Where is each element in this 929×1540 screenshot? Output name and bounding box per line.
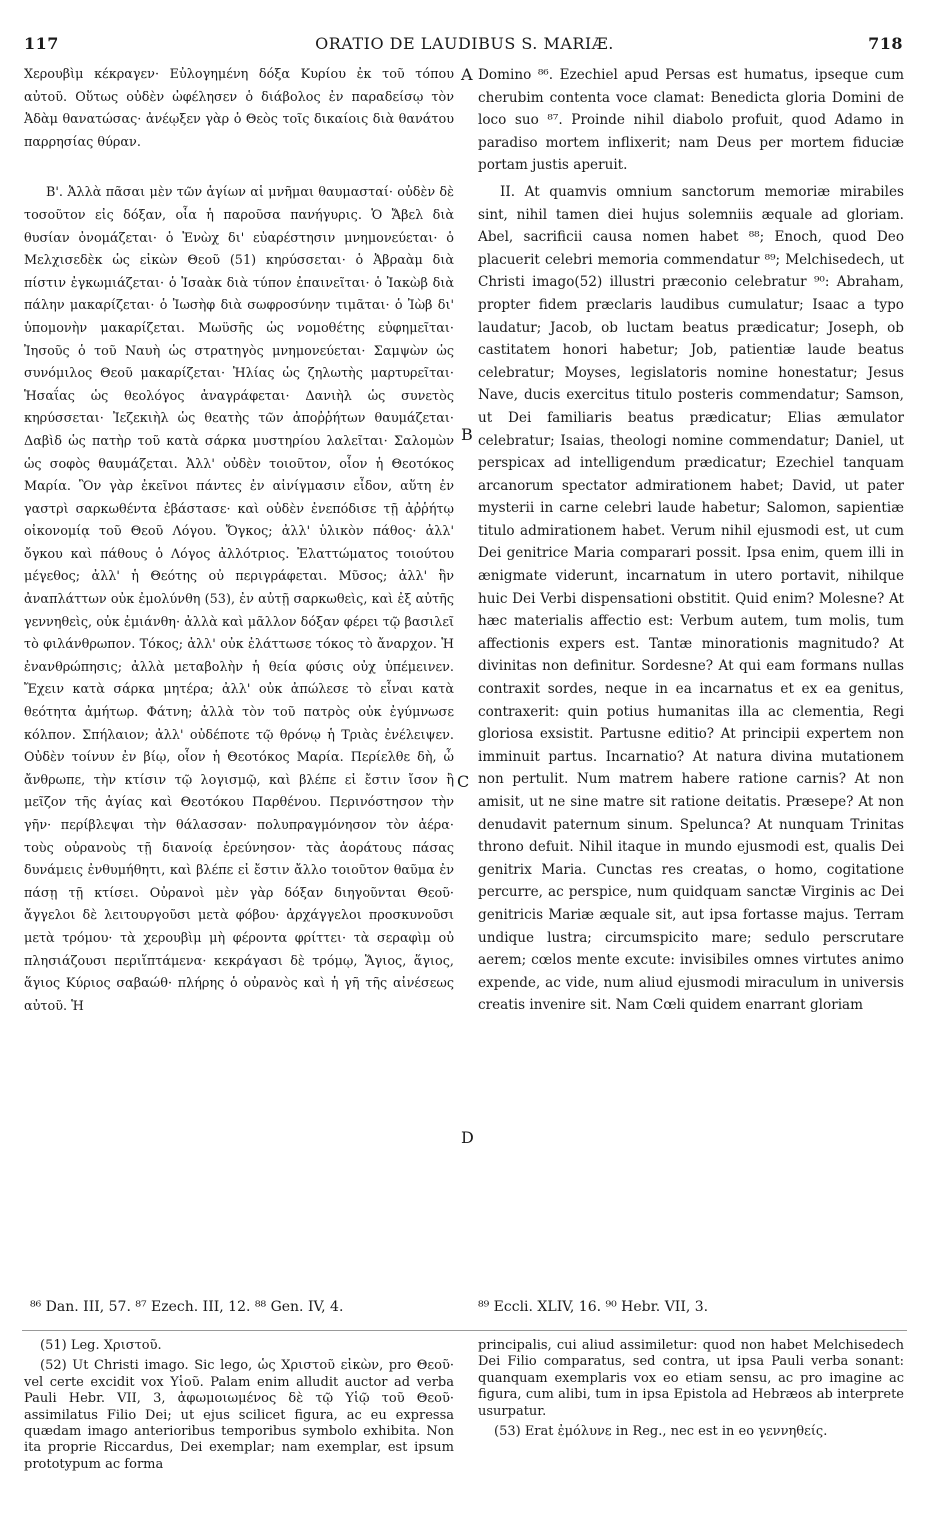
- marker-c: C: [457, 772, 470, 791]
- marker-d: D: [461, 1128, 474, 1147]
- greek-section-b: Β'. Ἀλλὰ πᾶσαι μὲν τῶν ἁγίων αἱ μνῆμαι θαυμασταί· οὐδὲν δὲ τοσοῦτον εἰς δόξαν, οἷα ἡ παροῦσα πανήγυρις. Ὁ Ἄβελ διὰ θυσίαν ὀνομάζεται· ὁ Ἐνὼχ δι' εὐαρέστησιν μνημονεύεται· ὁ Μελχισεδὲκ ὡς εἰκὼν Θεοῦ (51) κηρύσσεται· ὁ Ἀβραὰμ διὰ πίστιν ἐγκωμιάζεται· ὁ Ἰσαὰκ διὰ τύπον ἐπαινεῖται· ὁ Ἰακὼβ διὰ πάλην μακαρίζεται· ὁ Ἰωσὴφ διὰ σωφροσύνην τιμᾶται· ὁ Ἰὼβ δι' ὑπομονὴν μακαρίζεται. Μωϋσῆς ὡς νομοθέτης εὐφημεῖται· Ἰησοῦς ὁ τοῦ Ναυὴ ὡς στρατηγὸς μνημονεύεται· Σαμψὼν ὡς συνόμιλος Θεοῦ μακαρίζεται· Ἠλίας ὡς ζηλωτὴς μαρτυρεῖται· Ἡσαΐας ὡς θεολόγος ἀναγράφεται· Δανιὴλ ὡς συνετὸς κηρύσσεται· Ἰεζεκιὴλ ὡς θεατὴς τῶν ἀποῤῥήτων θαυμάζεται· Δαβὶδ ὡς πατὴρ τοῦ κατὰ σάρκα μυστηρίου λαλεῖται· Σαλομὼν ὡς σοφὸς θαυμάζεται. Ἀλλ' οὐδὲν τοιοῦτον, οἷον ἡ Θεοτόκος Μαρία. Ὃν γὰρ ἐκεῖνοι πάντες ἐν αἰνίγμασιν εἶδον, αὕτη ἐν γαστρὶ σαρκωθέντα ἐβάστασε· καὶ οὐδὲν ἐνεπόδισε τῇ ἀῤῥήτῳ οἰκονομίᾳ τοῦ Θεοῦ Λόγου. Ὄγκος; ἀλλ' ὑλικὸν πάθος· ἀλλ' ὄγκου καὶ πάθους ὁ Λόγος ἀλλότριος. Ἐλαττώματος τοιούτου μέγεθος; ἀλλ' ἡ Θεότης οὐ περιγράφεται. Μῦσος; ἀλλ' ἣν ἀναπλάττων οὐκ ἐμολύνθη (53), ἐν αὐτῇ σαρκωθεὶς, καὶ ἐξ αὐτῆς γεννηθεὶς, οὐκ ἐμιάνθη· ἀλλὰ καὶ μᾶλλον δόξαν φέρει τῷ βασιλεῖ τὸ φιλάνθρωπον. Τόκος; ἀλλ' οὐκ ἐλάττωσε τόκος τὸ ἄναρχον. Ἡ ἐνανθρώπησις; ἀλλὰ μεταβολὴν ἡ θεία φύσις οὐχ ὑπέμεινεν. Ἔχειν κατὰ σάρκα μητέρα; ἀλλ' οὐκ ἀπώλεσε τὸ εἶναι κατὰ θεότητα ἀμήτωρ. Φάτνη; ἀλλὰ τὸν τοῦ πατρὸς οὐκ ἐγύμνωσε κόλπον. Σπήλαιον; ἀλλ' οὐδέποτε τῷ θρόνῳ ἡ Τριὰς ἐνέλειψεν. Οὐδὲν τοίνυν ἐν βίῳ, οἷον ἡ Θεοτόκος Μαρία. Περίελθε δὴ, ὦ ἄνθρωπε, τὴν κτίσιν τῷ λογισμῷ, καὶ βλέπε εἰ ἔστιν ἴσον ἢ μεῖζον τῆς ἁγίας καὶ Θεοτόκου Παρθένου. Περινόστησον τὴν γῆν· περίβλεψαι τὴν θάλασσαν· πολυπραγμόνησον τὸν ἀέρα· τοὺς οὐρανοὺς τῇ διανοίᾳ ἐρεύνησον· τὰς ἀοράτους πάσας δυνάμεις ἐνθυμήθητι, καὶ βλέπε εἰ ἔστιν ἄλλο τοιοῦτον θαῦμα ἐν πάσῃ τῇ κτίσει. Οὐρανοὶ μὲν γὰρ δόξαν διηγοῦνται Θεοῦ· ἄγγελοι δὲ λειτουργοῦσι μετὰ φόβου· ἀρχάγγελοι προσκυνοῦσι μετὰ τρόμου· τὰ χερουβὶμ μὴ φέροντα φρίττει· τὰ σεραφὶμ οὐ πλησιάζουσι περιἵπτάμενα· κεκράγασι δὲ τρόμῳ, Ἅγιος, ἅγιος, ἅγιος Κύριος σαβαώθ· πλήρης ὁ οὐρανὸς καὶ ἡ γῆ τῆς αἰνέσεως αὐτοῦ. Ἡ: [24, 185, 454, 1014]
- latin-column: [478, 64, 904, 1017]
- notes-left-column: [24, 1338, 454, 1477]
- note-52: (52) Ut Christi imago. Sic lego, ὡς Χριστοῦ εἰκὼν, pro Θεοῦ· vel certe excidit vox Υἱοῦ. Palam enim alludit auctor ad verba Pauli Hebr. VII, 3, ἀφωμοιωμένος δὲ τῷ Υἱῷ τοῦ Θεοῦ· assimilatus Filio Dei; ut ejus scilicet figura, ac eu expressa quædam imago anterioribus temporibus symbolo exhibita. Non ita proprie Riccardus, Dei exemplar; nam exemplar, est ipsum prototypum ac forma: [24, 1358, 454, 1472]
- scripture-refs-right: ⁸⁹ Eccli. XLIV, 16. ⁹⁰ Hebr. VII, 3.: [478, 1299, 709, 1315]
- greek-column: [24, 64, 454, 1018]
- page-number-left: 117: [24, 34, 59, 53]
- note-52-continued: principalis, cui aliud assimiletur: quod non habet Melchisedech Dei Filio comparatus, sed contra, ut ipsa Pauli verba sonant: quanquam exemplaris vox eo etiam sensu, ac pro imagine ac figura, cum alibi, tum in ipsa Epistola ad Hebræos ab interprete usurpatur.: [478, 1338, 904, 1419]
- page-number-right: 718: [868, 34, 903, 53]
- notes-divider: [22, 1330, 907, 1331]
- page-title: ORATIO DE LAUDIBUS S. MARIÆ.: [315, 34, 614, 53]
- marker-b: B: [461, 425, 473, 444]
- latin-section-ii: II. At quamvis omnium sanctorum memoriæ mirabiles sint, nihil tamen diei hujus solemniis æquale ad gloriam. Abel, sacrificii causa nomen habet ⁸⁸; Enoch, quod Deo placuerit celebri memoria commendatur ⁸⁹; Melchisedech, ut Christi imago(52) illustri præconio celebratur ⁹⁰: Abraham, propter fidem præclaris laudibus cumulatur; Isaac a typo laudatur; Jacob, ob luctam beatus prædicatur; Joseph, ob castitatem honori habetur; Job, patientiæ laude beatus celebratur; Moyses, legislatoris nomine honestatur; Jesus Nave, ducis exercitus titulo posteris commendatur; Samson, ut Dei familiaris beatus prædicatur; Elias æmulator celebratur; Isaias, theologi nomine commendatur; Daniel, ut perspicax ad intelligendum prædicatur; Ezechiel tanquam arcanorum spectator admirationem habet; David, ut pater mysterii in carne celebri laude habetur; Salomon, sapientiæ titulo admirationem habet. Verum nihil ejusmodi est, ut cum Dei genitrice Maria comparari possit. Ipsa enim, quem illi in ænigmate viderunt, incarnatum in utero portavit, nihilque huic Dei Verbi dispensationi obstitit. Quid enim? Molesne? At hæc materialis affectio est: Verbum autem, tum molis, tum affectionis expers est. Tantæ minorationis magnitudo? At divinitas non definitur. Sordesne? At qui eam formans nullas contraxit sordes, neque in ea incarnatus et ex ea genitus, contraxerit: quin potius humanitas illa ac clementia, Regi gloriosa exsistit. Partusne editio? At principii expertem non imminuit partus. Incarnatio? At natura divina mutationem non pertulit. Num matrem habere ratione carnis? At non amisit, ut ne sine matre sit ratione deitatis. Præsepe? At non denudavit paternum sinum. Spelunca? At nunquam Trinitas throno defuit. Nihil itaque in mundo ejusmodi est, qualis Dei genitrix Maria. Cunctas res creatas, o homo, cogitatione percurre, ac perspice, num quidquam sanctæ Virginis ac Dei genitricis Mariæ æquale sit, aut ipsa fortasse majus. Terram undique lustra; circumspicito mare; sedulo perscrutare aerem; cœlos mente excute: invisibiles omnes virtutes animo expende, ac vide, num aliud ejusmodi miraculum in universis creatis invenire sit. Nam Cœli quidem enarrant gloriam: [478, 183, 904, 1014]
- note-51: (51) Leg. Χριστοῦ.: [40, 1338, 162, 1353]
- latin-intro: Domino ⁸⁶. Ezechiel apud Persas est humatus, ipseque cum cherubim contenta voce clamat: Benedicta gloria Domini de loco suo ⁸⁷. Proinde nihil diabolo profuit, quod Adamo in paradiso mortem inflixerit; nam Deus per mortem fiduciæ portam justis aperuit.: [478, 67, 904, 174]
- notes-right-column: [478, 1338, 904, 1444]
- greek-intro: Χερουβὶμ κέκραγεν· Εὐλογημένη δόξα Κυρίου ἐκ τοῦ τόπου αὐτοῦ. Οὕτως οὐδὲν ὠφέλησεν ὁ διάβολος ἐν παραδείσῳ τὸν Ἀδὰμ θανατώσας· ἀνέῳξεν γὰρ ὁ Θεὸς τοῖς δικαίοις διὰ θανάτου παρρησίας θύραν.: [24, 67, 454, 150]
- marker-a: A: [461, 65, 473, 84]
- scripture-refs-left: ⁸⁶ Dan. III, 57. ⁸⁷ Ezech. III, 12. ⁸⁸ Gen. IV, 4.: [30, 1299, 344, 1315]
- note-53: (53) Erat ἐμόλυνε in Reg., nec est in eo γεννηθείς.: [494, 1424, 828, 1440]
